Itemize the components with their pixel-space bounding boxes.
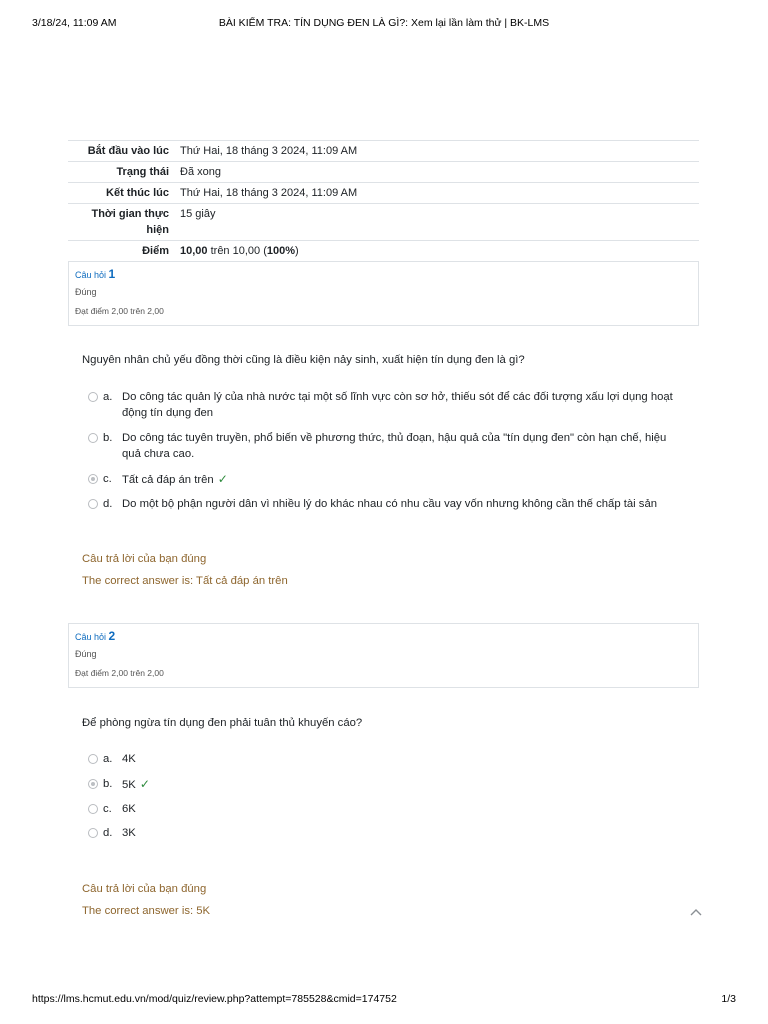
question-state: Đúng — [75, 649, 97, 659]
radio-button[interactable] — [88, 804, 98, 814]
question-number — [75, 629, 115, 643]
print-header — [32, 17, 736, 33]
answer-option[interactable] — [88, 389, 688, 421]
summary-row-completed — [68, 183, 699, 204]
option-letter: d. — [103, 827, 113, 839]
summary-label: Trạng thái — [116, 166, 169, 178]
option-text: Do công tác tuyên truyền, phổ biến về phương thức, thủ đoạn, hậu quả của "tín dụng đen" còn hạn chế, hiệu quả chưa cao. — [122, 432, 667, 460]
summary-row-started — [68, 141, 699, 162]
question-text: Để phòng ngừa tín dụng đen phải tuân thủ khuyến cáo? — [82, 717, 363, 729]
question-state: Đúng — [75, 287, 97, 297]
question-text: Nguyên nhân chủ yếu đồng thời cũng là điều kiện nảy sinh, xuất hiện tín dụng đen là gì? — [82, 354, 525, 366]
option-text: 4K — [122, 753, 136, 765]
option-text: Do công tác quản lý của nhà nước tại một số lĩnh vực còn sơ hở, thiếu sót để các đối tượng xấu lợi dụng hoạt động tín dụng đen — [122, 391, 673, 419]
grade-percent: 100% — [266, 245, 296, 257]
summary-value: Đã xong — [180, 166, 221, 178]
summary-row-time-taken — [68, 204, 699, 241]
summary-label: Thời gian thực hiện — [91, 208, 169, 236]
option-letter: b. — [103, 432, 113, 444]
page-counter: 1/3 — [721, 993, 736, 1005]
option-letter: b. — [103, 778, 113, 790]
summary-value: Thứ Hai, 18 tháng 3 2024, 11:09 AM — [180, 145, 358, 157]
option-letter: a. — [103, 753, 113, 765]
print-datetime: 3/18/24, 11:09 AM — [32, 17, 117, 29]
option-letter: a. — [103, 391, 113, 403]
question-label: Câu hỏi — [75, 632, 107, 642]
answer-option[interactable] — [88, 430, 688, 462]
answer-option[interactable] — [88, 751, 688, 767]
check-icon: ✓ — [217, 472, 228, 486]
summary-label: Bắt đầu vào lúc — [87, 145, 169, 157]
summary-row-grade — [68, 241, 699, 262]
summary-value: 10,00 trên 10,00 (100%) — [180, 245, 299, 257]
question-number-value: 1 — [108, 267, 116, 281]
question-info-box — [68, 261, 699, 326]
summary-value: Thứ Hai, 18 tháng 3 2024, 11:09 AM — [180, 187, 358, 199]
summary-label: Điểm — [142, 245, 169, 257]
option-text-wrap — [122, 776, 688, 793]
answer-option-selected[interactable] — [88, 471, 688, 488]
radio-button[interactable] — [88, 392, 98, 402]
answer-option[interactable] — [88, 825, 688, 841]
radio-button[interactable] — [88, 754, 98, 764]
answer-feedback: Câu trả lời của bạn đúng — [82, 883, 207, 895]
print-footer — [32, 993, 736, 1009]
chevron-up-icon[interactable] — [689, 907, 703, 917]
grade-score: 10,00 — [180, 245, 208, 257]
answer-option[interactable] — [88, 496, 688, 512]
right-answer: The correct answer is: 5K — [82, 905, 211, 917]
question-grade: Đạt điểm 2,00 trên 2,00 — [75, 306, 164, 316]
answer-feedback: Câu trả lời của bạn đúng — [82, 553, 207, 565]
radio-button[interactable] — [88, 828, 98, 838]
question-grade: Đạt điểm 2,00 trên 2,00 — [75, 668, 164, 678]
option-letter: c. — [103, 473, 112, 485]
right-answer: The correct answer is: Tất cả đáp án trên — [82, 575, 288, 587]
check-icon: ✓ — [139, 777, 150, 791]
radio-button[interactable] — [88, 499, 98, 509]
print-page-title: BÀI KIỂM TRA: TÍN DỤNG ĐEN LÀ GÌ?: Xem lại lần làm thử | BK-LMS — [218, 17, 550, 29]
option-letter: c. — [103, 803, 112, 815]
summary-label: Kết thúc lúc — [106, 187, 169, 199]
radio-button-checked[interactable] — [88, 474, 98, 484]
answer-option-selected[interactable] — [88, 776, 688, 793]
option-text: Tất cả đáp án trên — [122, 474, 214, 486]
option-text: 5K — [122, 779, 136, 791]
radio-button-checked[interactable] — [88, 779, 98, 789]
question-number — [75, 267, 115, 281]
option-letter: d. — [103, 498, 113, 510]
answer-option[interactable] — [88, 801, 688, 817]
option-text-wrap — [122, 471, 688, 488]
page-url: https://lms.hcmut.edu.vn/mod/quiz/review.php?attempt=785528&cmid=174752 — [32, 993, 397, 1005]
option-text: 6K — [122, 803, 136, 815]
option-text: 3K — [122, 827, 136, 839]
radio-button[interactable] — [88, 433, 98, 443]
grade-out-of: trên 10,00 — [210, 245, 261, 257]
question-info-box — [68, 623, 699, 688]
attempt-summary-table — [68, 140, 699, 262]
option-text: Do một bộ phận người dân vì nhiều lý do khác nhau có nhu cầu vay vốn nhưng không cần thế chấp tài sản — [122, 498, 658, 510]
summary-value: 15 giây — [180, 208, 216, 220]
summary-row-state — [68, 162, 699, 183]
question-label: Câu hỏi — [75, 270, 107, 280]
question-number-value: 2 — [108, 629, 116, 643]
